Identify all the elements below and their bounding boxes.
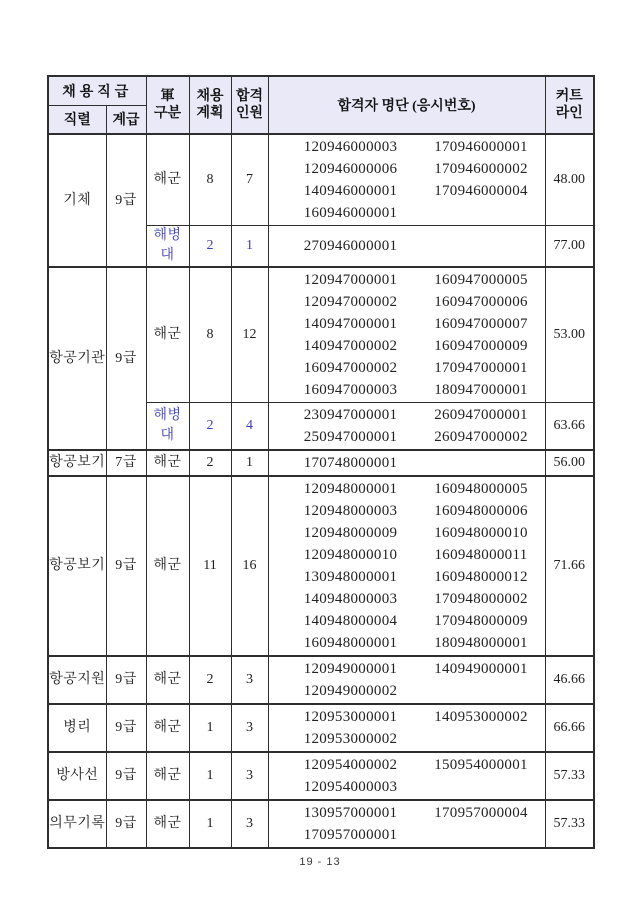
rank-cell: 9급 (106, 134, 146, 267)
candidate-number: 170946000002 (434, 161, 528, 177)
candidate-number: 120953000001 (303, 709, 398, 725)
candidate-number: 120948000010 (303, 547, 398, 563)
candidate-number: 120954000002 (303, 757, 398, 773)
plan-count-cell: 8 (189, 267, 231, 403)
candidate-number: 160946000001 (303, 205, 398, 221)
table-header (48, 76, 594, 134)
candidate-numbers-cell (268, 134, 545, 226)
header-cutoff-line1: 커트 (555, 89, 583, 104)
header-military-line1: 軍 (160, 89, 175, 104)
plan-count-cell: 11 (189, 476, 231, 656)
table-row (48, 267, 594, 403)
candidate-number: 160947000007 (434, 316, 528, 332)
passed-count-cell: 1 (231, 226, 268, 268)
candidate-number: 160947000005 (434, 272, 528, 288)
military-branch-cell: 해군 (146, 476, 189, 656)
candidate-number: 120954000003 (303, 779, 398, 795)
candidate-number: 120948000009 (303, 525, 398, 541)
cutoff-cell: 48.00 (545, 134, 594, 226)
candidate-numbers-cell (268, 476, 545, 656)
rank-cell: 9급 (106, 752, 146, 800)
candidate-numbers-cell (268, 800, 545, 848)
military-branch-cell: 해군 (146, 450, 189, 476)
header-rank: 계급 (106, 105, 146, 134)
header-cutoff-line2: 라인 (555, 106, 583, 121)
cutoff-cell: 46.66 (545, 656, 594, 704)
header-plan-line2: 계획 (196, 106, 224, 121)
candidate-number: 140948000003 (303, 591, 398, 607)
candidate-number: 260947000002 (434, 429, 528, 445)
candidate-number: 180948000001 (434, 635, 528, 651)
series-cell: 병리 (48, 704, 106, 752)
candidate-number: 170946000001 (434, 139, 528, 155)
candidate-number: 180947000001 (434, 382, 528, 398)
candidate-number: 230947000001 (303, 407, 398, 423)
candidate-number: 120947000002 (303, 294, 398, 310)
candidate-number: 170948000002 (434, 591, 528, 607)
passed-count-cell: 3 (231, 656, 268, 704)
candidate-number: 270946000001 (303, 238, 398, 254)
passed-count-cell: 1 (231, 450, 268, 476)
rank-cell: 9급 (106, 656, 146, 704)
plan-count-cell: 2 (189, 226, 231, 268)
candidate-number: 250947000001 (303, 429, 398, 445)
candidate-number: 120948000001 (303, 481, 398, 497)
passed-count-cell: 16 (231, 476, 268, 656)
header-passed-line2: 인원 (235, 106, 264, 121)
cutoff-cell: 77.00 (545, 226, 594, 268)
cutoff-cell: 56.00 (545, 450, 594, 476)
cutoff-cell: 71.66 (545, 476, 594, 656)
series-cell: 방사선 (48, 752, 106, 800)
candidate-number: 170948000009 (434, 613, 528, 629)
candidate-number: 140947000002 (303, 338, 398, 354)
series-cell: 항공보기 (48, 476, 106, 656)
passed-count-cell: 12 (231, 267, 268, 403)
plan-count-cell: 2 (189, 656, 231, 704)
cutoff-cell: 53.00 (545, 267, 594, 403)
candidate-numbers-cell (268, 267, 545, 403)
candidate-number: 160948000005 (434, 481, 528, 497)
candidate-number: 130948000001 (303, 569, 398, 585)
series-cell: 항공기관 (48, 267, 106, 450)
candidate-number: 170748000001 (303, 455, 398, 471)
table-row (48, 656, 594, 704)
plan-count-cell: 1 (189, 704, 231, 752)
military-branch-cell: 해군 (146, 267, 189, 403)
candidate-number: 130957000001 (303, 805, 398, 821)
passed-count-cell: 4 (231, 403, 268, 451)
page-number: 19 - 13 (299, 856, 341, 868)
table-row (48, 704, 594, 752)
table-row (48, 800, 594, 848)
header-military-branch (146, 76, 189, 134)
candidate-number: 120949000001 (303, 661, 398, 677)
cutoff-cell: 63.66 (545, 403, 594, 451)
cutoff-cell: 57.33 (545, 800, 594, 848)
plan-count-cell: 1 (189, 752, 231, 800)
candidate-number: 160947000009 (434, 338, 528, 354)
header-passed-line1: 합격 (235, 89, 264, 104)
header-series: 직렬 (48, 105, 106, 134)
plan-count-cell: 8 (189, 134, 231, 226)
military-branch-cell: 해군 (146, 704, 189, 752)
candidate-number: 120946000006 (303, 161, 398, 177)
plan-count-cell: 2 (189, 403, 231, 451)
table-row (48, 476, 594, 656)
rank-cell: 9급 (106, 476, 146, 656)
candidate-number: 140953000002 (434, 709, 528, 725)
military-branch-cell: 해군 (146, 800, 189, 848)
series-cell: 항공지원 (48, 656, 106, 704)
rank-cell: 9급 (106, 267, 146, 450)
header-recruit-grade: 채용직급 (48, 76, 146, 105)
series-cell: 기체 (48, 134, 106, 267)
candidate-number: 160947000006 (434, 294, 528, 310)
candidate-number: 170957000001 (303, 827, 398, 843)
cutoff-cell: 57.33 (545, 752, 594, 800)
candidate-number: 170946000004 (434, 183, 528, 199)
table-row (48, 450, 594, 476)
header-passed-count (231, 76, 268, 134)
military-branch-cell: 해군 (146, 656, 189, 704)
rank-cell: 9급 (106, 800, 146, 848)
rank-cell: 7급 (106, 450, 146, 476)
passed-count-cell: 7 (231, 134, 268, 226)
candidate-numbers-cell (268, 226, 545, 268)
candidate-number: 160948000012 (434, 569, 528, 585)
header-roster: 합격자 명단 (응시번호) (268, 76, 545, 134)
candidate-number: 150954000001 (434, 757, 528, 773)
table-row (48, 752, 594, 800)
header-recruit-plan (189, 76, 231, 134)
candidate-number: 260947000001 (434, 407, 528, 423)
candidate-number: 160948000001 (303, 635, 398, 651)
candidate-number: 140949000001 (434, 661, 528, 677)
passed-count-cell: 3 (231, 800, 268, 848)
rank-cell: 9급 (106, 704, 146, 752)
candidate-number: 160948000011 (434, 547, 528, 563)
plan-count-cell: 1 (189, 800, 231, 848)
table-row (48, 134, 594, 226)
candidate-number: 160947000002 (303, 360, 398, 376)
header-military-line2: 구분 (153, 106, 182, 121)
military-branch-cell: 해병대 (146, 403, 189, 451)
candidate-number: 120949000002 (303, 683, 398, 699)
passed-count-cell: 3 (231, 752, 268, 800)
candidate-number: 120948000003 (303, 503, 398, 519)
candidate-numbers-cell (268, 656, 545, 704)
header-plan-line1: 채용 (196, 89, 224, 104)
candidate-numbers-cell (268, 450, 545, 476)
series-cell: 의무기록 (48, 800, 106, 848)
candidate-number: 120946000003 (303, 139, 398, 155)
cutoff-cell: 66.66 (545, 704, 594, 752)
candidate-number: 140948000004 (303, 613, 398, 629)
header-cutoff (545, 76, 594, 134)
candidate-number: 170957000004 (434, 805, 528, 821)
military-branch-cell: 해군 (146, 752, 189, 800)
military-branch-cell: 해군 (146, 134, 189, 226)
candidate-number: 120947000001 (303, 272, 398, 288)
candidate-number: 160948000010 (434, 525, 528, 541)
passed-count-cell: 3 (231, 704, 268, 752)
candidate-numbers-cell (268, 752, 545, 800)
candidate-number: 160948000006 (434, 503, 528, 519)
military-branch-cell: 해병대 (146, 226, 189, 268)
candidate-numbers-cell (268, 403, 545, 451)
candidate-number: 140946000001 (303, 183, 398, 199)
plan-count-cell: 2 (189, 450, 231, 476)
candidate-number: 140947000001 (303, 316, 398, 332)
candidate-number: 170947000001 (434, 360, 528, 376)
candidate-numbers-cell (268, 704, 545, 752)
table-body (48, 134, 594, 848)
pass-results-table (47, 75, 595, 849)
candidate-number: 120953000002 (303, 731, 398, 747)
series-cell: 항공보기 (48, 450, 106, 476)
candidate-number: 160947000003 (303, 382, 398, 398)
